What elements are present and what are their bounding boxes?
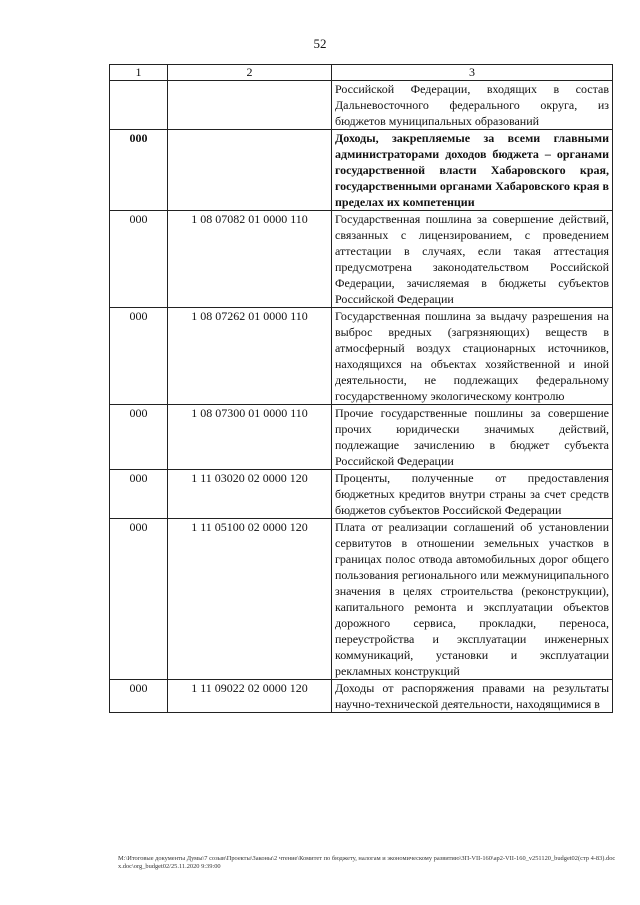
budget-code-cell <box>168 130 332 211</box>
table-row <box>110 130 613 211</box>
file-path-footer: М:\Итоговые документы Думы\7 созыв\Проекты\Законы\2 чтение\Комитет по бюджету, налогам и экономическому развитию\ЗП-VII-160\ар2-VII-160_v251120_budget02(стр 4-83).docx.doc\org_budget02/25.11.2020 9:39:00 <box>118 855 616 870</box>
budget-code-cell: 1 08 07300 01 0000 110 <box>168 405 332 470</box>
table-header-row <box>110 65 613 81</box>
header-col-2: 2 <box>168 65 332 81</box>
table-row <box>110 405 613 470</box>
header-col-3: 3 <box>332 65 613 81</box>
table-row <box>110 308 613 405</box>
admin-code-cell: 000 <box>110 470 168 519</box>
table-row <box>110 519 613 680</box>
budget-code-cell: 1 08 07262 01 0000 110 <box>168 308 332 405</box>
table-row <box>110 470 613 519</box>
revenue-name-cell: Государственная пошлина за выдачу разрешения на выброс вредных (загрязняющих) веществ в атмосферный воздух стационарных источников, находящихся на объектах хозяйственной и иной деятельности, не подлежащих федеральному государственному экологическому контролю <box>332 308 613 405</box>
revenue-name-cell: Прочие государственные пошлины за совершение прочих юридически значимых действий, подлежащие зачислению в бюджет субъекта Российской Федерации <box>332 405 613 470</box>
page-number: 52 <box>313 36 327 51</box>
budget-code-cell: 1 11 03020 02 0000 120 <box>168 470 332 519</box>
admin-code-cell: 000 <box>110 405 168 470</box>
header-col-1: 1 <box>110 65 168 81</box>
revenue-name-cell: Доходы, закрепляемые за всеми главными администраторами доходов бюджета – органами государственной власти Хабаровского края, государственными органами Хабаровского края в пределах их компетенции <box>332 130 613 211</box>
revenue-name-cell: Плата от реализации соглашений об установлении сервитутов в отношении земельных участков в границах полос отвода автомобильных дорог общего пользования регионального или межмуниципального значения в целях строительства (реконструкции), капитального ремонта и эксплуатации объектов дорожного сервиса, прокладки, переноса, переустройства и эксплуатации инженерных коммуникаций, установки и эксплуатации рекламных конструкций <box>332 519 613 680</box>
admin-code-cell: 000 <box>110 519 168 680</box>
revenue-name-cell: Проценты, полученные от предоставления бюджетных кредитов внутри страны за счет средств бюджетов субъектов Российской Федерации <box>332 470 613 519</box>
budget-code-cell: 1 11 09022 02 0000 120 <box>168 680 332 713</box>
admin-code-cell: 000 <box>110 308 168 405</box>
revenue-name-cell: Доходы от распоряжения правами на результаты научно-технической деятельности, находящимися в <box>332 680 613 713</box>
admin-code-cell: 000 <box>110 130 168 211</box>
revenue-name-cell: Государственная пошлина за совершение действий, связанных с лицензированием, с проведением аттестации в случаях, если такая аттестация предусмотрена законодательством Российской Федерации, зачисляемая в бюджеты субъектов Российской Федерации <box>332 211 613 308</box>
admin-code-cell <box>110 81 168 130</box>
budget-code-cell: 1 08 07082 01 0000 110 <box>168 211 332 308</box>
budget-code-cell: 1 11 05100 02 0000 120 <box>168 519 332 680</box>
revenue-table <box>109 64 613 713</box>
budget-code-cell <box>168 81 332 130</box>
table-row <box>110 81 613 130</box>
admin-code-cell: 000 <box>110 211 168 308</box>
table-row <box>110 680 613 713</box>
table-row <box>110 211 613 308</box>
revenue-name-cell: Российской Федерации, входящих в состав Дальневосточного федерального округа, из бюджетов муниципальных образований <box>332 81 613 130</box>
admin-code-cell: 000 <box>110 680 168 713</box>
